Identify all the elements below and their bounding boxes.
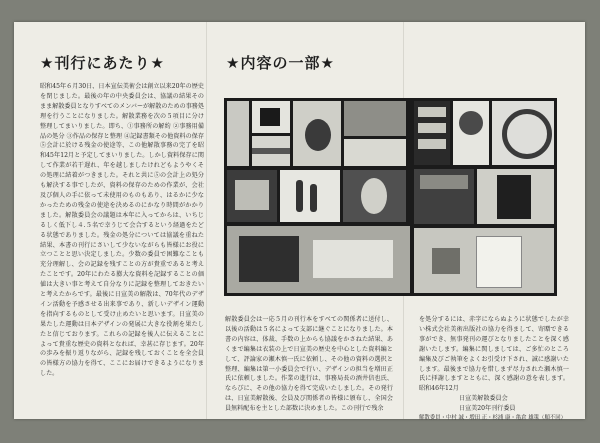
- contents-text-2: を処分するには、赤字にならぬように状態でしたが幸い株式会社美術出版社の協力を得まして、寄贈できる事ができ、無事発刊の運びとなりましたことを深く感謝いたします。編集に関しましては、ご多忙のところ編集及びご執筆をよくお引受け下され、誠に感謝いたします。最後まで協力を惜しまず尽力された瀬木慎一氏に拝謝しますとともに、深く感謝の意を表します。昭和46年12月: [419, 316, 569, 393]
- poster-image: [252, 101, 290, 133]
- sample-photos: [224, 98, 557, 296]
- poster-image: [280, 170, 340, 222]
- signature-committee-2: 日宣美20年刊行委員: [459, 405, 516, 413]
- poster-image: [414, 101, 450, 165]
- member-list: 解散委員・中村 誠・増田 正・杉浦 康・亀倉 雄策（順不同）: [419, 415, 567, 422]
- poster-image: [414, 169, 474, 224]
- poster-image: [227, 226, 410, 293]
- poster-image: [293, 101, 341, 166]
- poster-image: [227, 170, 277, 222]
- poster-image: [453, 101, 489, 165]
- contents-text-1: 解散委員会は一応５月の刊行本をすべての関係者に送付し、以後の活動は５名によって支部に継ぐことになりました。本書の内容は、体裁、手数の上からも協議をかさねた結果、あくまで編集は衣装の上で日宣美の歴史を中心とした資料編として、評論家の瀬木慎一氏に依頼し、その他の資料の選択と整理、編集は第一小委員会で行い、デザインの担当を増田正氏に依頼しました。作業の進行は、事務局長の酒井信也氏、ならびに、その他の協力を得て完成いたしました。その発行は、日宣美解散後、会員及び関係者の皆様に頒布し、全国会員無料配布を主とした部数に決めました。この刊行で残余: [225, 316, 393, 413]
- fold-line: [206, 22, 207, 419]
- heading-foreword: ★刊行にあたり★: [40, 54, 165, 72]
- poster-image: [344, 101, 406, 136]
- foreword-text: 昭和45年６月30日、日本宣伝美術会は創立以来20年の歴史を閉じました。最後の年の中央委員会は、協議の結果そのまま解散委員となりすべてのメンバーが解散のための事務処理を行うことになりました。解散業務を次の５項目に分け整理してまいりました。即ち、①事務所の解約 ②事務用備品の処分 ③作品の保存と整理 ④記録書類その他資料の保存 ⑤会計に於ける残金の使途等、この他解散事務の完了を昭和45年12月と予定してまいりました。しかし資料保存に関して作業が若干遅れ、年を越しましたけれどもようやくその処理に結着がつきました。それと共に⑤の会計上の処分も解決する事でしたが、資料の保存のための作業が、会社及び個人の手に依って未使用のものもあり、はるかに少なかったための残金の使途を決めるのにかなり時間がかかりました。解散委員会の議題は本年に入ってからは、いちじるしく低下し４.５名で幸うじて会合するという経過をたどる状態でありました。残金の処分については協議を重ねた結果、本書の刊行にさいして少ないながらも皆様にお役に立つことと思い決定しました。少数の委員で困難なことも充分理解し、会の記録を残すことの方が貴重であると考えたことです。20年にわたる膨大な資料を記録することの価値は大きい事と考えて自分なりに記録を整理しておきたいと考えたからです。最後に日宣美の解散は、70年代のデザイン活動を予感させる出来事であり、新しいデザイン運動を指向するものとして受け止めたいと思います。日宣美の果たした運動は日本デザインの発展に大きな役割を果たしたと信じております。これらの記録を後人に伝えることによって貴重な歴史の資料となれば、幸甚に存じます。20年の歩みを振り返りながら、記録を残しておくことを全会員の皆様方の協力を得て、ここにお届けできるようになりました。: [40, 83, 204, 378]
- contents-text-2-block: [419, 315, 569, 424]
- left-column: [40, 52, 204, 379]
- poster-image: [414, 228, 554, 293]
- poster-image: [252, 136, 290, 166]
- poster-image: [477, 169, 554, 224]
- poster-image: [227, 101, 249, 166]
- booklet-page: [14, 22, 585, 422]
- poster-image: [344, 139, 406, 166]
- poster-image: [343, 170, 406, 222]
- signature-committee: 日宣美解散委員会: [459, 395, 508, 403]
- heading-contents: ★内容の一部★: [226, 54, 335, 72]
- poster-image: [492, 101, 554, 165]
